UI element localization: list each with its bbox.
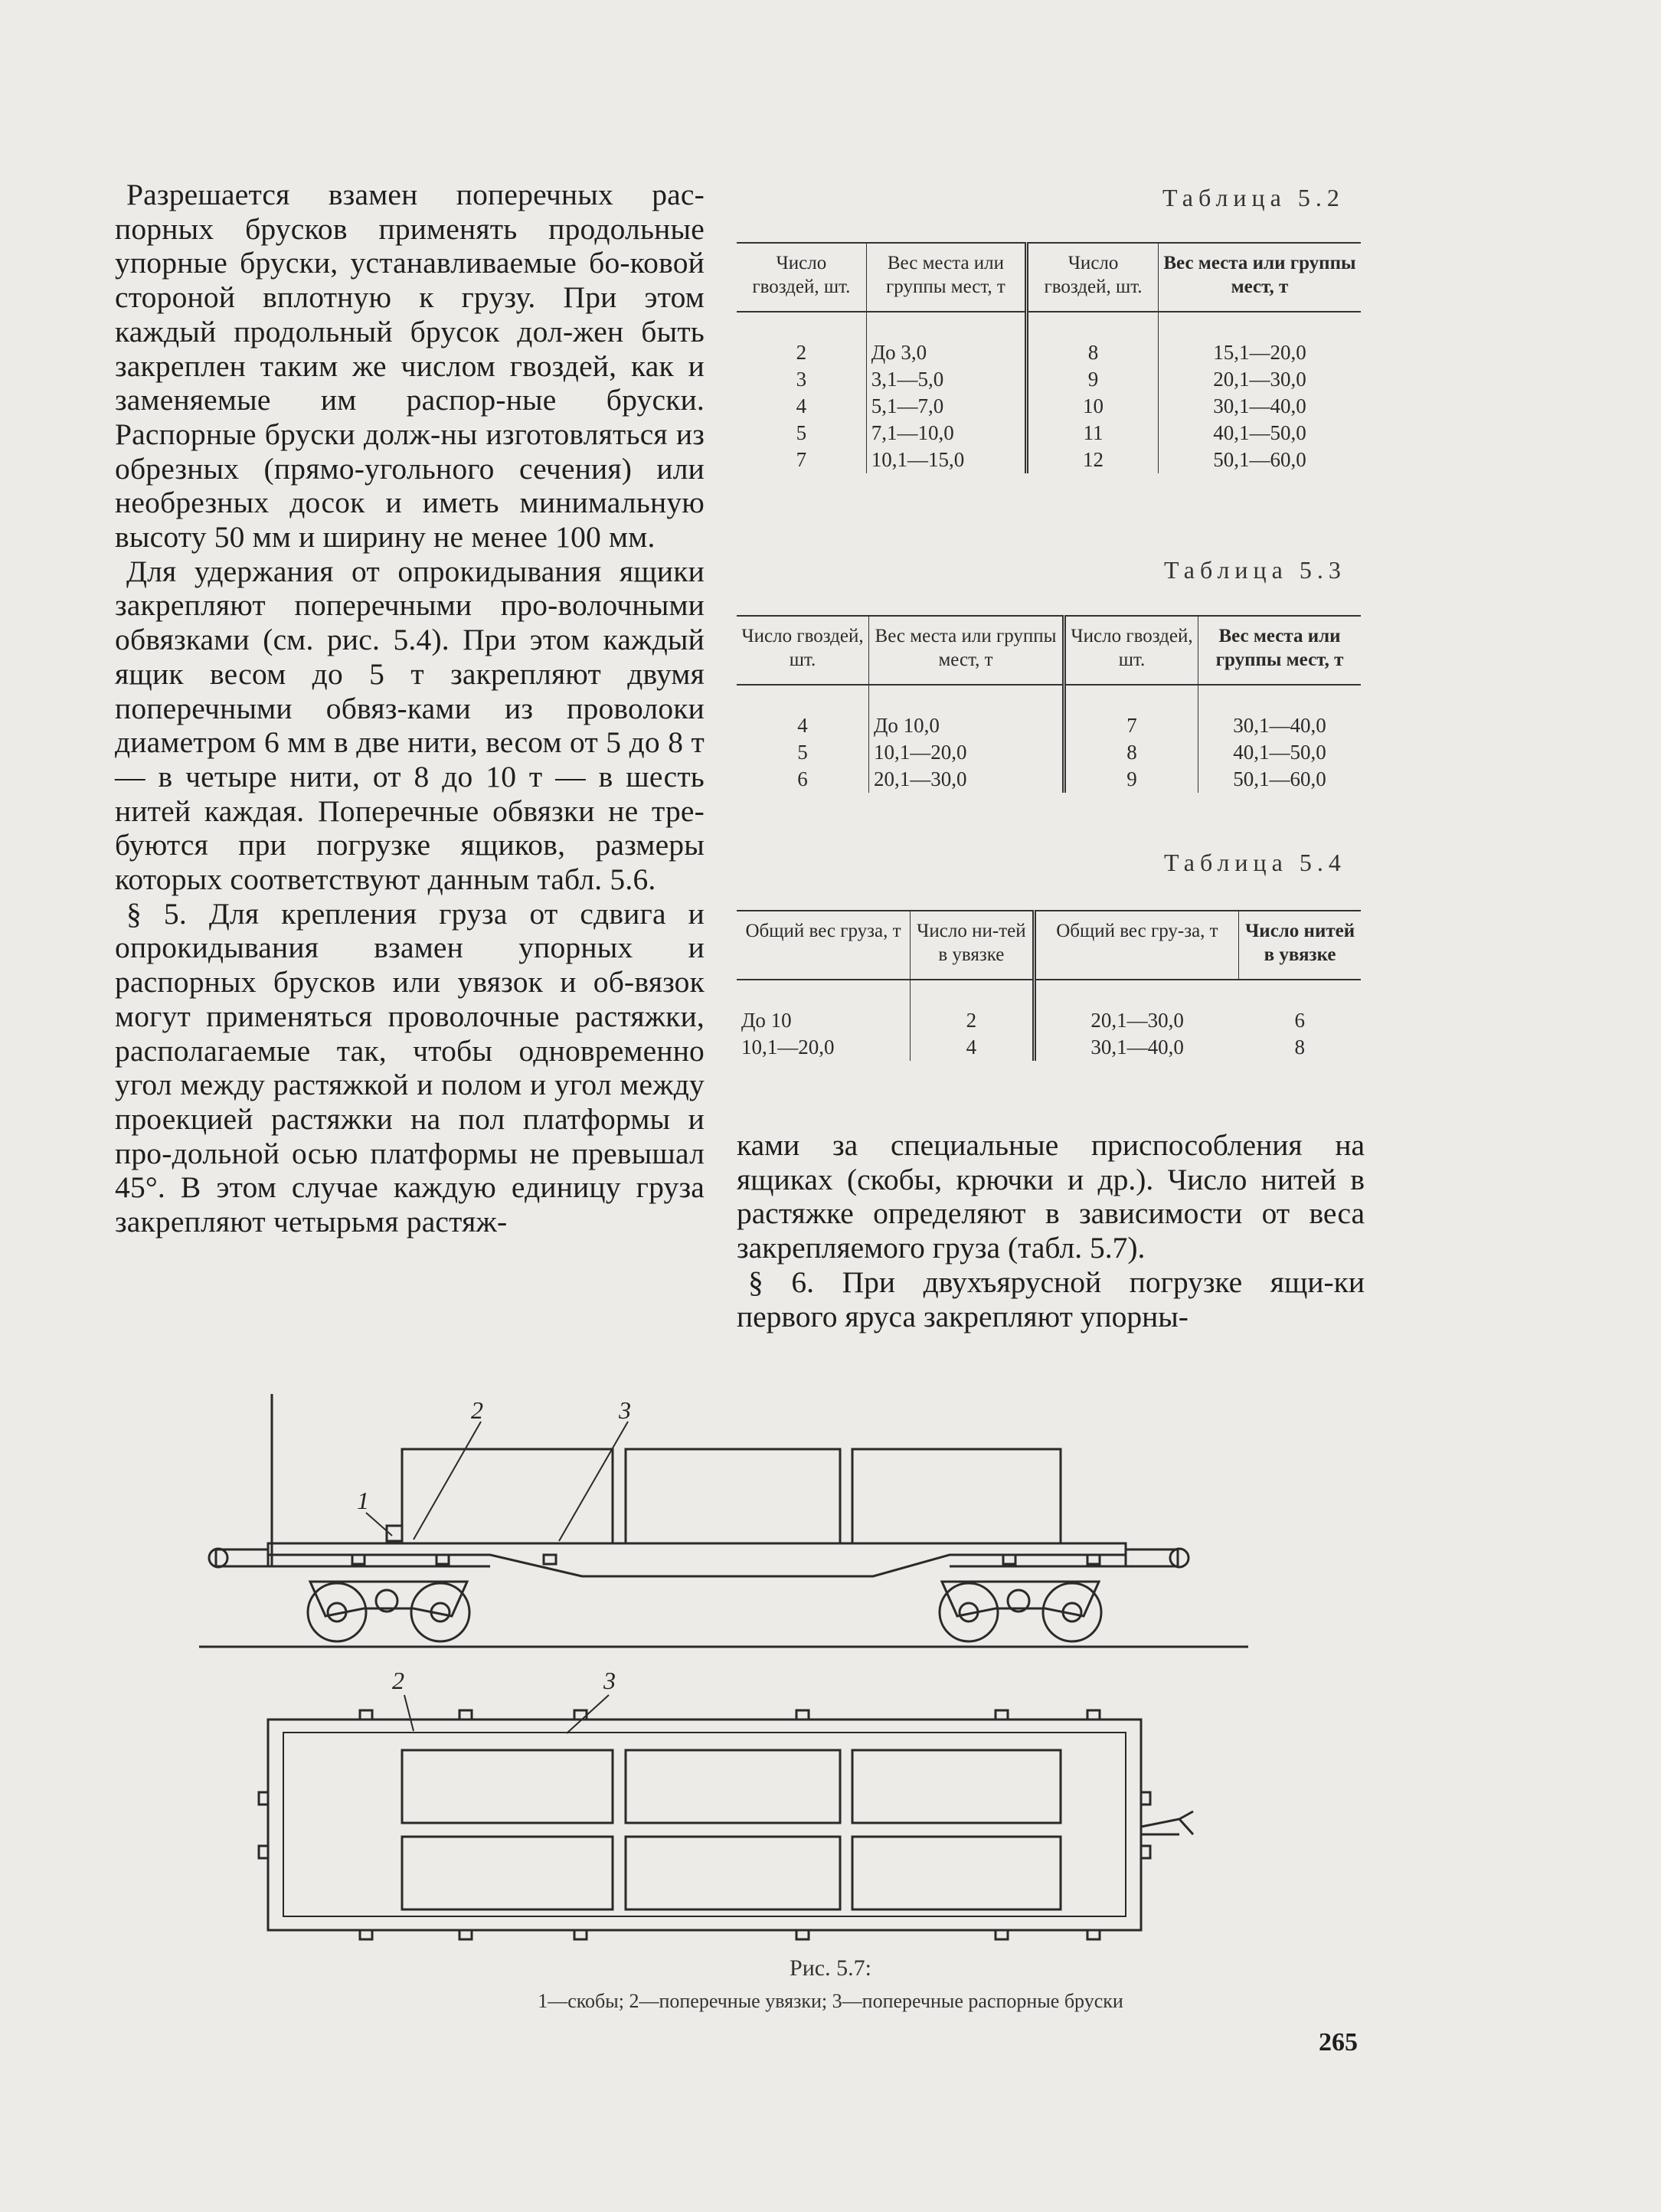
leader-line <box>567 1695 609 1733</box>
table-cell: 7 <box>1064 685 1198 739</box>
crate <box>852 1449 1061 1543</box>
figure-caption-title: Рис. 5.7: <box>790 1955 871 1981</box>
platform-deck <box>268 1543 1126 1576</box>
table-cell: 6 <box>1294 1009 1306 1032</box>
paragraph: § 6. При двухъярусной погрузке ящи-ки первого яруса закрепляют упорны- <box>737 1265 1365 1333</box>
table-cell: 10,1—20,0 <box>869 739 1064 766</box>
table-cell: 5 <box>797 741 808 764</box>
table-5-3 <box>737 615 1361 793</box>
table-cell: 9 <box>1027 366 1159 393</box>
table-cell: 10,1—20,0 <box>741 1036 835 1059</box>
stake-pocket <box>459 1710 472 1720</box>
table-cell: 50,1—60,0 <box>1158 447 1361 473</box>
stake-pocket <box>996 1930 1008 1939</box>
table-cell: 2 <box>911 980 1035 1034</box>
table-row <box>737 739 1361 766</box>
left-bogie <box>308 1582 469 1641</box>
table-cell: 30,1—40,0 <box>1198 685 1362 739</box>
crate-plan <box>626 1750 840 1823</box>
table-cell: 5 <box>796 421 807 444</box>
table-cell: До 10 <box>741 1009 792 1032</box>
table-header: Число гвоздей, шт. <box>1064 616 1198 685</box>
table-row <box>737 447 1361 473</box>
table-row <box>737 1034 1361 1061</box>
paragraph: Для удержания от опрокидывания ящики закрепляют поперечными про-волочными обвязками (см. рис. 5.4). При этом каждый ящик весом до 5 т закрепляют двумя поперечными обвяз-ками из проволоки диаметром 6 мм в две нити, весом от 5 до 8 т — в четыре нити, от 8 до 10 т — в шесть нитей каждая. Поперечные обвязки не тре-буются при погрузке ящиков, размеры которых соответствуют данным табл. 5.6. <box>115 554 705 897</box>
table-header: Общий вес груза, т <box>737 911 911 980</box>
figure-caption-legend: 1—скобы; 2—поперечные увязки; 3—поперечные распорные бруски <box>538 1990 1123 2012</box>
crate <box>626 1449 840 1543</box>
table-cell: 50,1—60,0 <box>1198 766 1362 793</box>
paragraph: Разрешается взамен поперечных рас-порных брусков применять продольные упорные бруски, устанавливаемые бо-ковой стороной вплотную к грузу. При этом каждый продольный брусок дол-жен быть закреплен таким же числом гвоздей, как и заменяемые им распор-ные бруски. Распорные бруски долж-ны изготовляться из обрезных (прямо-угольного сечения) или необрезных досок и иметь минимальную высоту 50 мм и ширину не менее 100 мм. <box>115 178 705 555</box>
table-5-3-caption: Таблица 5.3 <box>1164 556 1346 584</box>
table-cell: 4 <box>911 1034 1035 1061</box>
end-pocket <box>1141 1792 1150 1805</box>
table-cell: 6 <box>797 767 808 790</box>
crate-plan <box>402 1837 613 1909</box>
table-cell: 7,1—10,0 <box>866 420 1026 447</box>
platform-inner <box>283 1733 1126 1916</box>
right-text-column <box>737 1128 1365 1333</box>
stake-pocket <box>996 1710 1008 1720</box>
table-row <box>737 393 1361 420</box>
table-cell: 30,1—40,0 <box>1158 393 1361 420</box>
leader-line <box>414 1422 481 1540</box>
end-pocket <box>259 1846 268 1858</box>
table-header: Число гвоздей, шт. <box>737 243 866 312</box>
table-5-2 <box>737 242 1361 473</box>
stake-pocket <box>796 1710 809 1720</box>
table-cell: 8 <box>1294 1036 1306 1059</box>
paragraph: ками за специальные приспособления на ящиках (скобы, крючки и др.). Число нитей в растяжке определяют в зависимости от веса закрепляемого груза (табл. 5.7). <box>737 1128 1365 1265</box>
callout-1: 1 <box>357 1487 369 1514</box>
crate-plan <box>852 1750 1061 1823</box>
table-cell: 9 <box>1064 766 1198 793</box>
paragraph: § 5. Для крепления груза от сдвига и опрокидывания взамен упорных и распорных брусков или увязок и об-вязок могут применяться проволочные растяжки, располагаемые так, чтобы одновременно угол между растяжкой и полом и угол между проекцией растяжки на пол платформы и про-дольной осью платформы не превышал 45°. В этом случае каждую единицу груза закрепляют четырьмя растяж- <box>115 896 705 1239</box>
table-cell: 3,1—5,0 <box>866 366 1026 393</box>
stake-pocket <box>796 1930 809 1939</box>
table-cell: 5,1—7,0 <box>866 393 1026 420</box>
crate <box>402 1449 613 1543</box>
table-header: Число нитей в увязке <box>1239 911 1361 980</box>
table-cell: До 10,0 <box>869 685 1064 739</box>
table-cell: 10,1—15,0 <box>866 447 1026 473</box>
table-cell: 20,1—30,0 <box>1158 366 1361 393</box>
table-cell: 8 <box>1064 739 1198 766</box>
stake-pocket <box>574 1930 587 1939</box>
table-header: Число гвоздей, шт. <box>1027 243 1159 312</box>
table-row <box>737 685 1361 739</box>
stake-pocket <box>360 1710 372 1720</box>
callout-3-plan: 3 <box>603 1667 616 1694</box>
leader-line <box>366 1513 392 1536</box>
callout-3: 3 <box>619 1396 631 1424</box>
flatcar-figure <box>184 1394 1271 1945</box>
end-pocket <box>1141 1846 1150 1858</box>
table-header: Вес места или группы мест, т <box>1158 243 1361 312</box>
crate-plan <box>402 1750 613 1823</box>
coupler-hook-plan <box>1141 1811 1193 1834</box>
table-5-4-caption: Таблица 5.4 <box>1164 849 1346 876</box>
table-header: Вес места или группы мест, т <box>1198 616 1362 685</box>
table-header: Число ни-тей в увязке <box>911 911 1035 980</box>
table-cell: 3 <box>796 368 807 391</box>
table-cell: 2 <box>796 341 807 364</box>
table-cell: 10 <box>1027 393 1159 420</box>
stake-pocket <box>1087 1930 1100 1939</box>
top-view <box>259 1695 1193 1939</box>
crate-plan <box>852 1837 1061 1909</box>
table-cell: 4 <box>797 714 808 737</box>
leader-line <box>559 1422 628 1541</box>
table-cell: 20,1—30,0 <box>1034 980 1238 1034</box>
stake-pocket <box>437 1555 449 1564</box>
right-bogie <box>940 1582 1101 1641</box>
table-cell: До 3,0 <box>866 312 1026 366</box>
stake-pocket <box>1087 1555 1100 1564</box>
table-row <box>737 766 1361 793</box>
table-cell: 15,1—20,0 <box>1158 312 1361 366</box>
callout-2: 2 <box>471 1396 483 1424</box>
stake-pocket <box>544 1555 556 1564</box>
stake-pocket <box>574 1710 587 1720</box>
table-header: Общий вес гру-за, т <box>1034 911 1238 980</box>
stake-pocket <box>1003 1555 1015 1564</box>
table-cell: 20,1—30,0 <box>869 766 1064 793</box>
table-cell: 11 <box>1027 420 1159 447</box>
stake-pocket <box>459 1930 472 1939</box>
table-row <box>737 420 1361 447</box>
table-row <box>737 980 1361 1034</box>
table-cell: 7 <box>796 448 807 471</box>
table-row <box>737 312 1361 366</box>
callout-2-plan: 2 <box>392 1667 404 1694</box>
side-view <box>199 1394 1248 1647</box>
page-number: 265 <box>1319 2028 1358 2057</box>
table-header: Вес места или группы мест, т <box>866 243 1026 312</box>
coupler-right-head <box>1170 1549 1189 1567</box>
table-cell: 8 <box>1027 312 1159 366</box>
left-text-column <box>115 178 705 1239</box>
table-5-2-caption: Таблица 5.2 <box>1162 184 1345 211</box>
table-cell: 12 <box>1027 447 1159 473</box>
table-cell: 40,1—50,0 <box>1198 739 1362 766</box>
stake-pocket <box>352 1555 365 1564</box>
stake-pocket <box>360 1930 372 1939</box>
stake-pocket <box>1087 1710 1100 1720</box>
crate-plan <box>626 1837 840 1909</box>
table-5-4 <box>737 910 1361 1061</box>
table-header: Вес места или группы мест, т <box>869 616 1064 685</box>
table-cell: 30,1—40,0 <box>1034 1034 1238 1061</box>
table-cell: 40,1—50,0 <box>1158 420 1361 447</box>
table-header: Число гвоздей, шт. <box>737 616 869 685</box>
leader-line <box>404 1695 414 1731</box>
table-row <box>737 366 1361 393</box>
coupler-left-head <box>209 1549 227 1567</box>
end-pocket <box>259 1792 268 1805</box>
table-cell: 4 <box>796 394 807 417</box>
